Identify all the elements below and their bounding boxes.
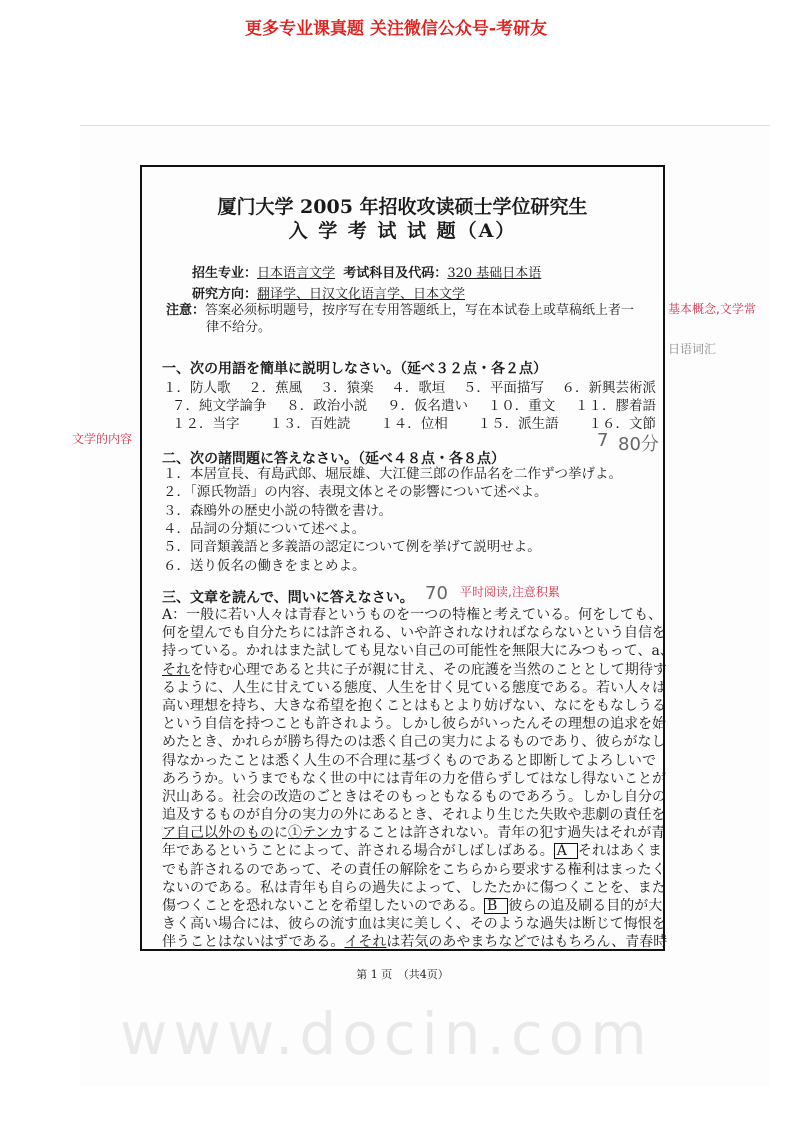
term-item: １２．当字 [172,416,240,432]
passage-text: 持っている。かれはまた試しても見ない自己の可能性を無限大にみつもって、a、 [162,643,674,660]
subject-label: 考试科目及代码： [343,266,448,281]
question-item: ２．「源氏物語」の内容、表現文体とその影響について述べよ。 [163,484,548,501]
exam-subtitle: 入 学 考 试 试 题（A） [288,220,517,242]
passage-text: 得なかったことは悉く人生の不合理に基づくものであると即断してよろしいで [162,752,656,769]
passage-line [162,788,666,806]
passage-text: 沢山ある。社会の改造のごときはそのもっともなるものであろう。しかし自分の [162,788,666,805]
passage-line [162,806,666,824]
term-item: １４．位相 [380,416,448,432]
handwritten-mark: 7 [597,430,609,451]
passage-text: することは許されない。青年の犯す過失はそれが青 [343,825,666,842]
passage-line [162,679,666,697]
handwritten-note-3: 日语词汇 [668,342,717,356]
passage-line [162,897,663,915]
major-label: 招生专业： [192,266,258,281]
term-row [163,376,656,396]
term-item: １１．膠着語 [575,398,656,414]
passage-text: それはあくま [577,843,662,860]
promo-banner: 更多专业课真题 关注微信公众号-考研友 [245,19,547,39]
passage-line [162,933,668,951]
passage-text: きく高い場合には、彼らの流す血は実に美しく、そのような過失は断じて悔恨を [162,916,666,933]
passage-text: 何を望んでも自分たちには許される、いや許されなければならないという自信を [162,625,666,642]
handwritten-note-1: 基本概念,文学常 [668,302,756,316]
term-item: ８．政治小説 [286,398,368,414]
section1-heading: 一、次の用語を簡単に説明しなさい。（延べ３２点・各２点） [162,361,547,377]
handwritten-note-4: 平时阅读,注意积累 [460,585,560,599]
exam-title: 厦门大学 2005 年招收攻读硕士学位研究生 [217,196,588,218]
passage-text: ないのである。私は青年も自らの過失によって、したたかに傷つくことを、また [162,879,666,896]
passage-line [162,733,666,751]
term-row [172,394,656,414]
page-footer: 第 1 页 （共4页） [356,968,449,981]
passage-line [162,824,666,842]
term-item: ７．純文学論争 [172,398,267,414]
term-item: ２．蕉風 [248,380,303,396]
underlined-text: ア自己以外のもの [162,825,274,842]
handwritten-score-3: 70 [425,583,448,604]
term-row [172,412,656,432]
passage-line [162,606,663,624]
underlined-text: それ [162,661,190,678]
passage-line [162,752,656,770]
term-item: ３．猿楽 [319,380,374,396]
term-item: １３．百姓読 [269,416,351,432]
answer-blank-box: B [484,898,508,914]
passage-line [162,661,667,679]
passage-line [162,642,674,660]
passage-line [162,915,666,933]
term-item: １０．重文 [487,398,556,414]
underlined-text: ①テンカ [288,825,344,842]
passage-text: を恃む心理であると共に子が親に甘え、その庇護を当然のこととして期待す [190,661,667,678]
term-item: ６．新興芸術派 [561,380,656,396]
passage-line [162,842,662,860]
question-item: ４．品詞の分類について述べよ。 [163,520,366,537]
passage-text: 年であるということによって、許される場合がしばしばある。 [162,843,554,860]
question-item: １．本居宣長、有島武郎、堀辰雄、大江健三郎の作品名を二作ずつ挙げよ。 [163,466,622,482]
passage-text: めたとき、かれらが勝ち得たのは悉く自己の実力によるものであり、彼らがなし [162,734,666,751]
passage-text: 彼らの追及刷る目的が大 [508,898,663,914]
passage-line [162,697,666,715]
note-cont: 律不给分。 [206,320,272,335]
term-item: ９．仮名遣い [387,398,468,414]
term-item: １５．派生語 [477,416,559,432]
note-label: 注意： [166,303,206,318]
passage-text: という自信を持つことも許されよう。しかし彼らがいったんその理想の追求を始 [162,716,666,733]
term-item: １．防人歌 [163,380,231,396]
watermark: www.docin.com [120,1000,653,1068]
note-text: 答案必须标明题号，按序写在专用答题纸上，写在本试卷上或草稿纸上者一 [205,303,635,318]
underlined-text: イそれ [344,934,387,951]
section2-heading: 二、次の諸問題に答えなさい。（延べ４８点・各８点） [162,451,505,467]
passage-text: A：一般に若い人々は青春というものを一つの特権と考えている。何をしても、 [162,607,663,623]
term-item: ４．歌垣 [391,380,446,396]
handwritten-note-2: 文学的内容 [72,432,133,446]
passage-text: 追及するものが自分の実力の外にあるとき、それより生じた失敗や悲劇の責任を [162,807,666,824]
answer-blank-box: A [554,843,578,859]
passage-text: るように、人生に甘えている態度、人生を甘く見ている態度である。若い人々は [162,679,666,696]
passage-line [162,624,666,642]
passage-line [162,770,666,788]
section3-heading: 三、文章を読んで、問いに答えなさい。 [162,590,414,606]
passage-text: 傷つくことを恐れないことを希望したいのである。 [162,898,484,914]
question-item: ５．同音類義語と多義語の認定について例を挙げて説明せよ。 [163,539,541,556]
direction-value: 翻译学、日汉文化语言学、日本文学 [257,287,466,302]
passage-text: 伴うことはないはずである。 [162,934,345,951]
question-item: ６．送り仮名の働きをまとめよ。 [163,557,366,574]
passage-text: 高い理想を持ち、大きな希望を抱くことはもとより妨げない、なにをもなしうる [162,697,666,714]
passage-text: でも許されるのであって、その責任の解除をこちらから要求する権利はまったく [162,861,666,878]
question-item: ３．森鴎外の歴史小説の特徴を書け。 [163,502,392,519]
major-value: 日本语言文学 [257,266,336,281]
passage-text: に [274,825,288,842]
term-item: ５．平面描写 [462,380,544,396]
passage-text: は若気のあやまちなどではもちろん、青春時 [386,934,668,951]
term-item: １６．文節 [588,416,656,432]
passage-line [162,879,666,897]
passage-line [162,715,666,733]
handwritten-score-1: 80分 [618,434,659,455]
reading-passage [162,606,674,952]
major-line [192,262,541,281]
passage-text: あろうか。いうまでもなく世の中には青年の力を借らずしてはなし得ないことが [162,770,666,787]
subject-value: 320 基础日本语 [447,266,542,281]
direction-label: 研究方向： [192,287,258,302]
passage-line [162,861,666,879]
